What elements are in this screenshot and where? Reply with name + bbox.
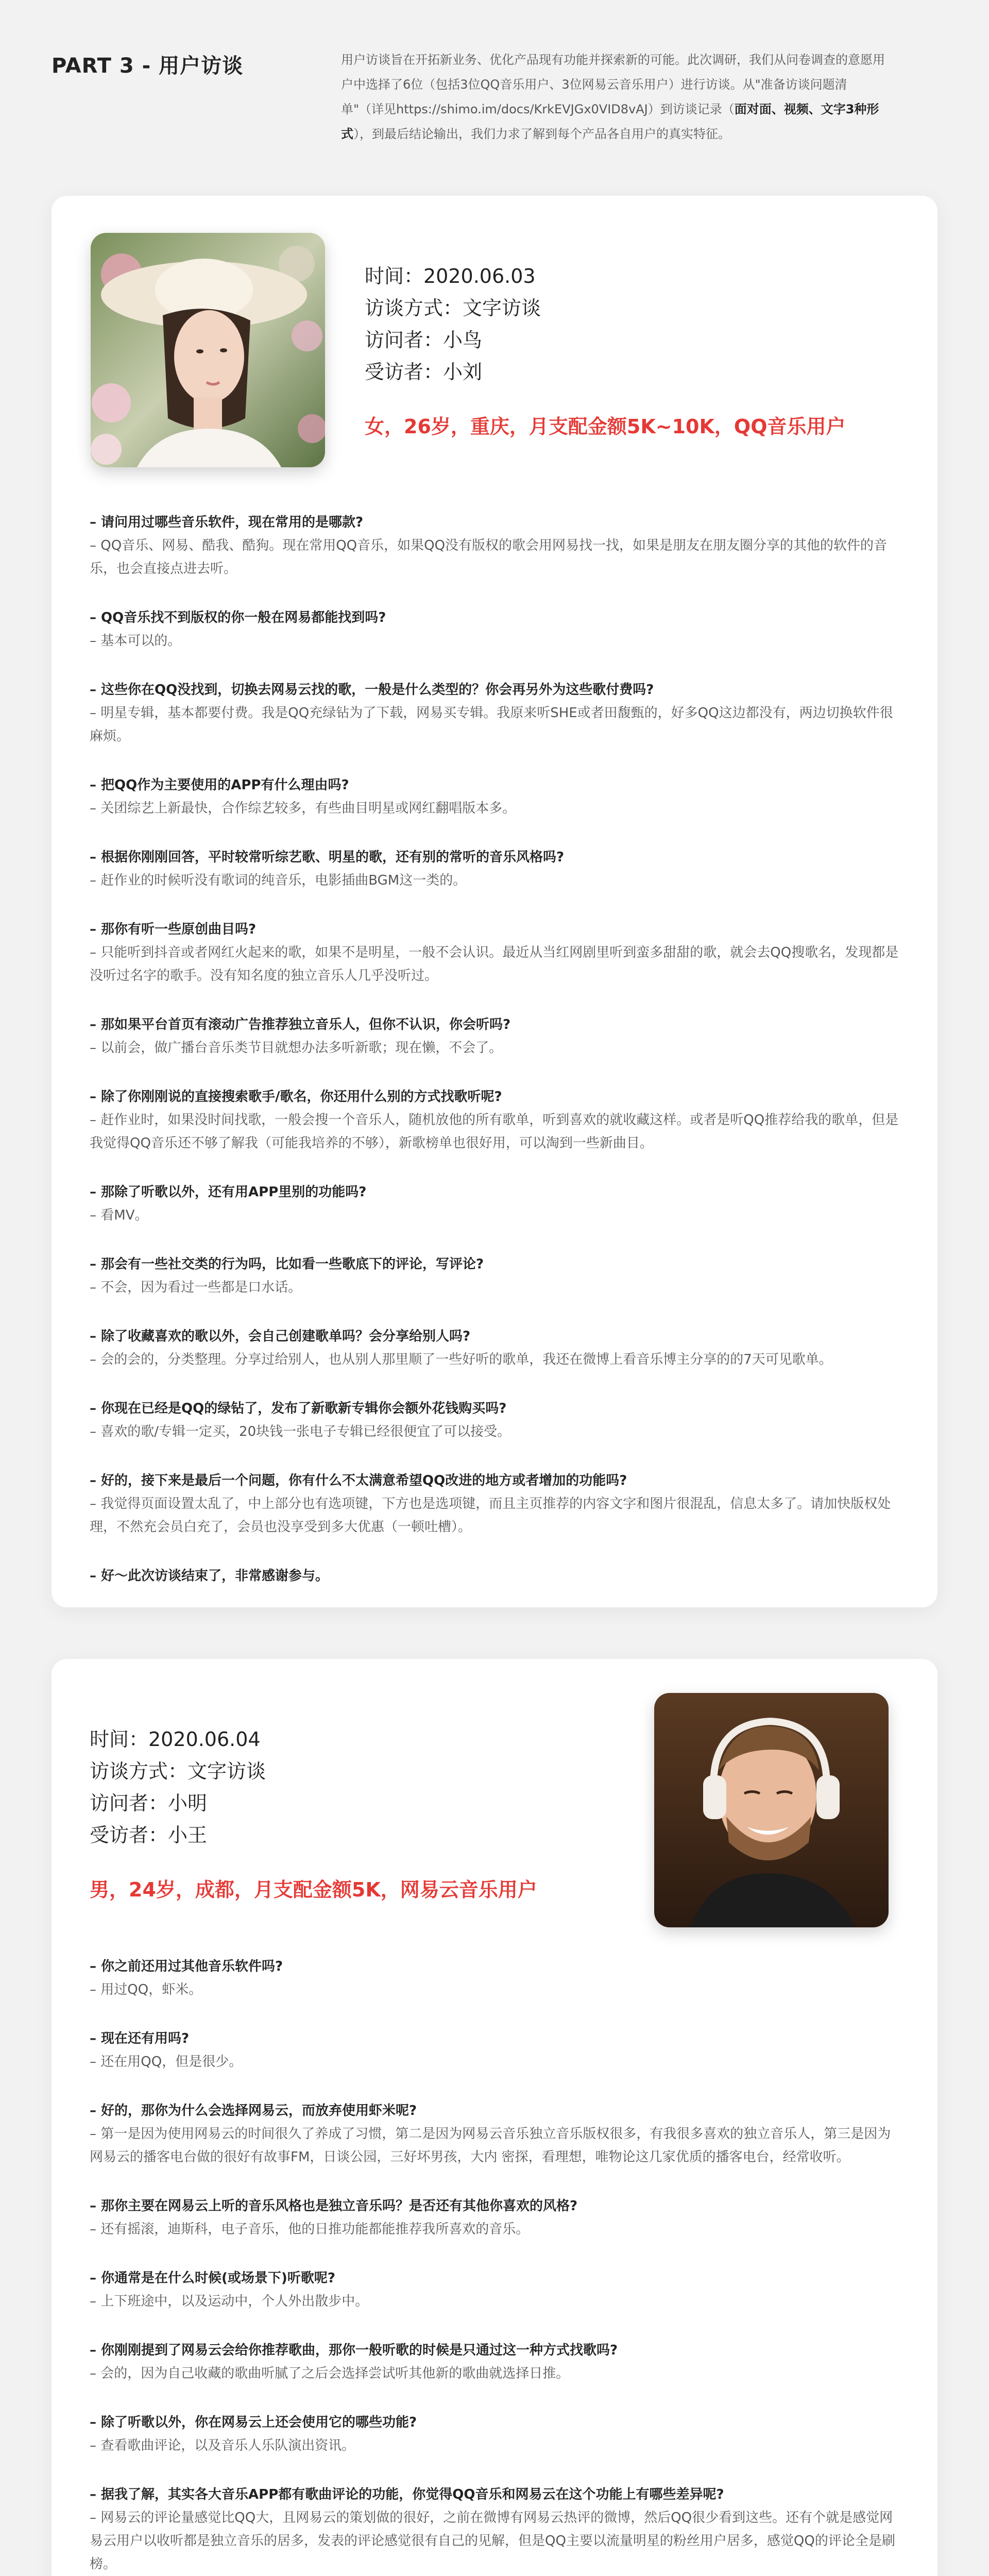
answer: – 明星专辑，基本都要付费。我是QQ充绿钻为了下载，网易买专辑。我原来听SHE或者田馥甄的，好多QQ这边都没有，两边切换软件很麻烦。 [90, 705, 893, 744]
qa-item [90, 1086, 899, 1155]
answer: – 以前会，做广播台音乐类节目就想办法多听新歌；现在懒，不会了。 [90, 1040, 503, 1056]
answer: – 关团综艺上新最快，合作综艺较多，有些曲目明星或网红翻唱版本多。 [90, 801, 516, 816]
qa-item [90, 606, 899, 653]
qa-item [90, 774, 899, 820]
answer: – 只能听到抖音或者网红火起来的歌，如果不是明星，一般不会认识。最近从当红网剧里听到蛮多甜甜的歌，就会去QQ搜歌名，发现都是没听过名字的歌手。没有知名度的独立音乐人几乎没听过。 [90, 945, 899, 984]
question: – 除了收藏喜欢的歌以外，会自己创建歌单吗？会分享给别人吗? [90, 1329, 471, 1344]
qa-item [90, 1469, 899, 1539]
qa-item [90, 2483, 899, 2576]
qa-item [90, 2195, 899, 2241]
question: – 那如果平台首页有滚动广告推荐独立音乐人，但你不认识，你会听吗? [90, 1017, 511, 1032]
interviewer: 访问者：小明 [90, 1792, 208, 1815]
qa-item [90, 1397, 899, 1444]
question: – 把QQ作为主要使用的APP有什么理由吗? [90, 777, 349, 793]
interviewee: 受访者：小刘 [365, 361, 483, 383]
answer: – 基本可以的。 [90, 633, 181, 649]
answer: – 喜欢的歌/专辑一定买，20块钱一张电子专辑已经很便宜了可以接受。 [90, 1424, 511, 1439]
qa-item [90, 679, 899, 748]
qa-item [90, 846, 899, 892]
interviewee-photo-woman-in-sunhat [91, 233, 325, 467]
qa-item [90, 1955, 899, 2002]
question: – 据我了解，其实各大音乐APP都有歌曲评论的功能，你觉得QQ音乐和网易云在这个功能上有哪些差异呢? [90, 2487, 724, 2502]
qa-item [90, 2267, 899, 2313]
answer: – 用过QQ，虾米。 [90, 1982, 202, 1997]
answer: – QQ音乐、网易、酷我、酷狗。现在常用QQ音乐，如果QQ没有版权的歌会用网易找一找，如果是朋友在朋友圈分享的其他的软件的音乐，也会直接点进去听。 [90, 538, 888, 577]
qa-item [90, 2339, 899, 2385]
question: – 那会有一些社交类的行为吗，比如看一些歌底下的评论，写评论? [90, 1257, 484, 1272]
intro-text-part-3: ），到最后结论输出，我们力求了解到每个产品各自用户的真实特征。 [353, 127, 730, 141]
answer: – 看MV。 [90, 1208, 148, 1223]
question: – 好的，接下来是最后一个问题，你有什么不太满意希望QQ改进的地方或者增加的功能吗? [90, 1473, 627, 1488]
question: – 那除了听歌以外，还有用APP里别的功能吗? [90, 1184, 367, 1200]
interview-card-2 [52, 1659, 937, 2576]
intro-paragraph [341, 47, 886, 146]
answer: – 还有摇滚，迪斯科，电子音乐，他的日推功能都能推荐我所喜欢的音乐。 [90, 2222, 530, 2237]
qa-item [90, 1181, 899, 1227]
question: – 你通常是在什么时候(或场景下)听歌呢? [90, 2270, 335, 2286]
interview-card-1 [52, 196, 937, 1607]
qa-item [90, 918, 899, 988]
qa-item [90, 511, 899, 581]
qa-list-2 [90, 1955, 899, 2576]
interview-time: 时间：2020.06.04 [90, 1728, 261, 1751]
interview-meta-2 [90, 1723, 537, 1902]
qa-item [90, 1325, 899, 1371]
intro-text-part-1: 用户访谈旨在开拓新业务、优化产品现有功能并探索新的可能。此次调研，我们从问卷调查的意愿用户中选择了6位（包括3位QQ音乐用户、3位网易云音乐用户）进行访谈。从"准备访谈问题清单"（详见https://shimo.im/docs/KrkEVJGx0VID8vAJ）到访谈记录（ [341, 53, 885, 116]
answer: – 上下班途中，以及运动中，个人外出散步中。 [90, 2294, 369, 2309]
interview-time: 时间：2020.06.03 [365, 265, 536, 287]
answer: – 会的会的，分类整理。分享过给别人，也从别人那里顺了一些好听的歌单，我还在微博上看音乐博主分享的的7天可见歌单。 [90, 1352, 832, 1367]
question: – 除了你刚刚说的直接搜索歌手/歌名，你还用什么别的方式找歌听呢? [90, 1089, 502, 1105]
question: – 好的，那你为什么会选择网易云，而放弃使用虾米呢? [90, 2103, 417, 2119]
answer: – 会的，因为自己收藏的歌曲听腻了之后会选择尝试听其他新的歌曲就选择日推。 [90, 2366, 570, 2381]
interview-meta-1 [365, 260, 846, 439]
interview-method: 访谈方式：文字访谈 [90, 1760, 266, 1783]
answer: – 我觉得页面设置太乱了，中上部分也有选项键，下方也是选项键，而且主页推荐的内容文字和图片很混乱，信息太多了。请加快版权处理，不然充会员白充了，会员也没享受到多大优惠（一顿吐槽）。 [90, 1496, 891, 1535]
question: – 除了听歌以外，你在网易云上还会使用它的哪些功能? [90, 2415, 417, 2430]
answer: – 还在用QQ，但是很少。 [90, 2054, 243, 2070]
question: – 这些你在QQ没找到，切换去网易云找的歌，一般是什么类型的？你会再另外为这些歌付费吗? [90, 682, 654, 698]
answer: – 网易云的评论量感觉比QQ大，且网易云的策划做的很好，之前在微博有网易云热评的微博，然后QQ很少看到这些。还有个就是感觉网易云用户以收听都是独立音乐的居多，发表的评论感觉很有自己的见解，但是QQ主要以流量明星的粉丝用户居多，感觉QQ的评论全是刷榜。 [90, 2510, 895, 2572]
question: – 那你有听一些原创曲目吗? [90, 922, 257, 937]
qa-item [90, 2099, 899, 2169]
answer: – 赶作业时，如果没时间找歌，一般会搜一个音乐人，随机放他的所有歌单，听到喜欢的就收藏这样。或者是听QQ推荐给我的歌单，但是我觉得QQ音乐还不够了解我（可能我培养的不够），新歌榜单也很好用，可以淘到一些新曲目。 [90, 1112, 899, 1151]
qa-list-1 [90, 511, 899, 1588]
interviewer: 访问者：小鸟 [365, 329, 483, 351]
question: – 请问用过哪些音乐软件，现在常用的是哪款? [90, 515, 364, 530]
interviewee: 受访者：小王 [90, 1824, 208, 1846]
question: – 你之前还用过其他音乐软件吗? [90, 1959, 283, 1974]
persona-summary: 女，26岁，重庆，月支配金额5K~10K，QQ音乐用户 [365, 415, 846, 438]
qa-item [90, 1013, 899, 1060]
intro-text-highlight: 面对面、视频、文字3种形式 [341, 102, 879, 141]
section-title: PART 3 - 用户访谈 [52, 54, 244, 78]
question: – 你现在已经是QQ的绿钻了，发布了新歌新专辑你会额外花钱购买吗? [90, 1401, 507, 1416]
answer: – 赶作业的时候听没有歌词的纯音乐，电影插曲BGM这一类的。 [90, 873, 467, 888]
answer: – 不会，因为看过一些都是口水话。 [90, 1280, 302, 1295]
question: – 现在还有用吗? [90, 2031, 190, 2046]
question: – 你刚刚提到了网易云会给你推荐歌曲，那你一般听歌的时候是只通过这一种方式找歌吗? [90, 2343, 618, 2358]
question: – 根据你刚刚回答，平时较常听综艺歌、明星的歌，还有别的常听的音乐风格吗? [90, 850, 565, 865]
closing-remark: – 好～此次访谈结束了，非常感谢参与。 [90, 1568, 329, 1584]
qa-item [90, 1253, 899, 1299]
interview-method: 访谈方式：文字访谈 [365, 297, 541, 319]
answer: – 查看歌曲评论，以及音乐人乐队演出资讯。 [90, 2438, 355, 2453]
question: – 那你主要在网易云上听的音乐风格也是独立音乐吗？是否还有其他你喜欢的风格? [90, 2198, 578, 2214]
qa-item [90, 2411, 899, 2458]
interviewee-photo-man-with-headphones [654, 1693, 889, 1927]
qa-item [90, 2027, 899, 2074]
persona-summary: 男，24岁，成都，月支配金额5K，网易云音乐用户 [90, 1878, 537, 1901]
answer: – 第一是因为使用网易云的时间很久了养成了习惯，第二是因为网易云音乐独立音乐版权很多，有我很多喜欢的独立音乐人，第三是因为网易云的播客电台做的很好有故事FM，日谈公园，三好坏男孩，大内 密探，看理想，唯物论这几家优质的播客电台，经常收听。 [90, 2126, 891, 2165]
question: – QQ音乐找不到版权的你一般在网易都能找到吗? [90, 610, 386, 625]
